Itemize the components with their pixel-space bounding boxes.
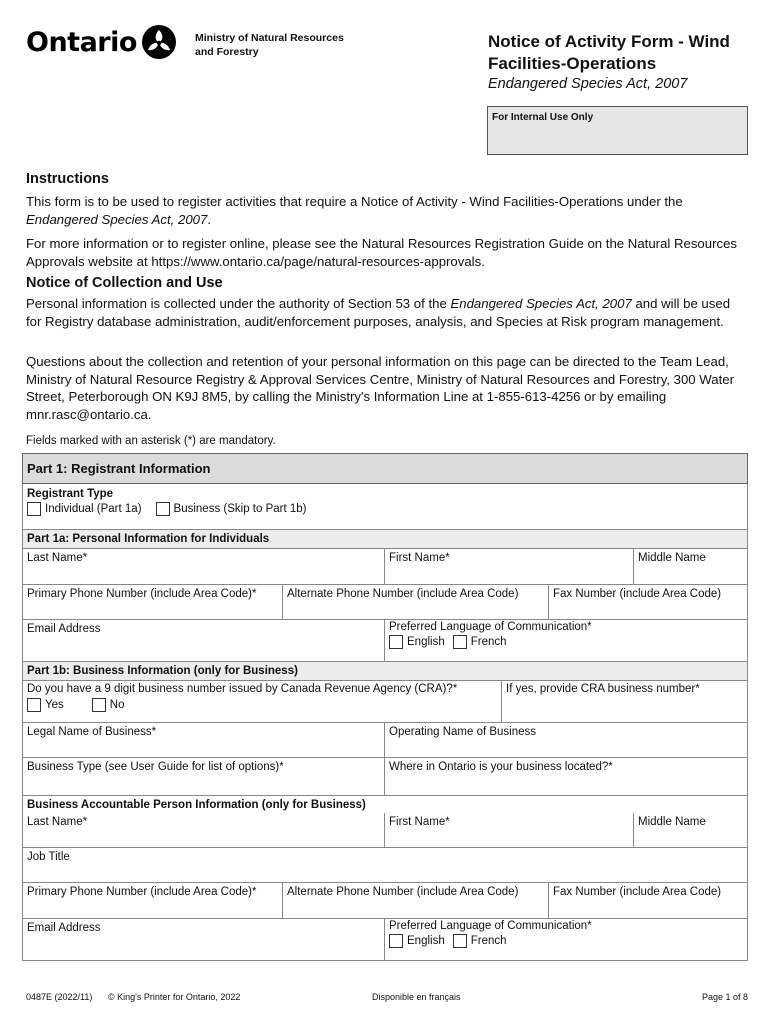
cra-number-field[interactable]: [502, 681, 747, 722]
part1b-header: Part 1b: Business Information (only for Business): [22, 662, 748, 681]
accountable-primary-phone-field[interactable]: [23, 883, 283, 918]
accountable-alternate-phone-field[interactable]: [283, 883, 549, 918]
business-type-row: [23, 758, 747, 796]
alternate-phone-label: Alternate Phone Number (include Area Code): [287, 886, 519, 898]
accountable-phone-row: [23, 883, 747, 919]
business-type-field[interactable]: [23, 758, 385, 795]
phone-row: [23, 585, 747, 620]
last-name-label: Last Name*: [27, 552, 88, 564]
business-location-field[interactable]: [385, 758, 747, 795]
last-name-field[interactable]: [23, 549, 385, 584]
text: Personal information is collected under the authority of Section 53 of the: [26, 296, 451, 311]
business-location-label: Where in Ontario is your business located?*: [389, 761, 613, 773]
page-number: Page 1 of 8: [701, 992, 748, 1002]
french-label: French: [470, 636, 507, 648]
cra-row: [23, 681, 747, 723]
preferred-language-field: [385, 620, 747, 661]
copyright: © King's Printer for Ontario, 2022: [108, 992, 241, 1002]
email-field[interactable]: [23, 620, 385, 661]
instructions-paragraph-2: For more information or to register online, please see the Natural Resources Registration Guide on the Natural Resources Approvals website at https://www.ontario.ca/page/natural-resources-approvals.: [26, 236, 738, 269]
language-options: [389, 635, 743, 649]
part1-header: Part 1: Registrant Information: [22, 454, 748, 484]
yes-checkbox[interactable]: [27, 698, 41, 712]
business-type-label: Business Type (see User Guide for list of options)*: [27, 761, 284, 773]
fax-label: Fax Number (include Area Code): [553, 886, 722, 898]
first-name-field[interactable]: [385, 549, 634, 584]
ministry-name: Ministry of Natural Resources and Forestry: [195, 32, 344, 58]
instructions-paragraph-1: [26, 193, 748, 228]
text: This form is to be used to register activities that require a Notice of Activity - Wind Facilities-Operations under the: [26, 194, 683, 209]
individual-checkbox[interactable]: [27, 502, 41, 516]
yes-label: Yes: [45, 699, 64, 711]
french-checkbox[interactable]: [453, 934, 467, 948]
ontario-logo: [26, 24, 177, 60]
accountable-middle-name-field[interactable]: [634, 813, 747, 847]
accountable-last-name-field[interactable]: [23, 813, 385, 847]
french-availability: Disponible en français: [372, 992, 461, 1002]
business-label: Business (Skip to Part 1b): [173, 503, 307, 515]
no-checkbox[interactable]: [92, 698, 106, 712]
collection-paragraph-1: [26, 295, 748, 330]
page-header: [0, 0, 770, 165]
legal-name-label: Legal Name of Business*: [27, 726, 157, 738]
email-label: Email Address: [27, 922, 101, 934]
collection-heading: Notice of Collection and Use: [26, 275, 223, 291]
operating-name-field[interactable]: [385, 723, 747, 757]
registrant-type-label: Registrant Type: [27, 488, 114, 500]
job-title-field[interactable]: [23, 848, 747, 882]
english-label: English: [407, 935, 445, 947]
french-label: French: [470, 935, 507, 947]
french-option[interactable]: [453, 934, 507, 948]
job-title-label: Job Title: [27, 851, 70, 863]
accountable-person-header: Business Accountable Person Information (only for Business): [27, 799, 366, 811]
act-title: Endangered Species Act, 2007: [488, 76, 688, 92]
last-name-label: Last Name*: [27, 816, 88, 828]
no-option[interactable]: [92, 698, 125, 712]
middle-name-field[interactable]: [634, 549, 747, 584]
english-checkbox[interactable]: [389, 635, 403, 649]
accountable-email-row: [23, 919, 747, 961]
act-name: Endangered Species Act, 2007: [26, 211, 208, 227]
accountable-fax-field[interactable]: [549, 883, 747, 918]
alternate-phone-field[interactable]: [283, 585, 549, 619]
registrant-type-section: [22, 484, 748, 530]
form-title: Notice of Activity Form - Wind Facilities-Operations: [488, 32, 730, 73]
french-checkbox[interactable]: [453, 635, 467, 649]
text: .: [207, 211, 212, 227]
mandatory-note: Fields marked with an asterisk (*) are mandatory.: [26, 435, 276, 447]
english-label: English: [407, 636, 445, 648]
alternate-phone-label: Alternate Phone Number (include Area Code): [287, 588, 519, 600]
collection-paragraph-2: Questions about the collection and retention of your personal information on this page can be directed to the Team Lead, Ministry of Natural Resource Registry & Approval Services Centre, Ministry of Natural Resources and Forestry, 300 Water Street, Peterborough ON K9J 8M5, by calling the Ministry's Information Line at 1-855-613-4256 or by emailing mnr.rasc@ontario.ca.: [26, 354, 734, 422]
cra-number-label: If yes, provide CRA business number*: [506, 683, 700, 695]
instructions-heading: Instructions: [26, 171, 109, 187]
primary-phone-label: Primary Phone Number (include Area Code)*: [27, 886, 257, 898]
accountable-name-row: [23, 813, 747, 848]
primary-phone-field[interactable]: [23, 585, 283, 619]
english-option[interactable]: [389, 635, 445, 649]
internal-use-label: For Internal Use Only: [492, 112, 594, 123]
individual-label: Individual (Part 1a): [45, 503, 142, 515]
cra-options: [27, 698, 497, 712]
preferred-language-label: Preferred Language of Communication*: [389, 621, 592, 633]
email-label: Email Address: [27, 623, 101, 635]
middle-name-label: Middle Name: [638, 552, 706, 564]
language-options: [389, 934, 743, 948]
english-checkbox[interactable]: [389, 934, 403, 948]
accountable-preferred-language-field: [385, 919, 747, 960]
preferred-language-label: Preferred Language of Communication*: [389, 920, 592, 932]
french-option[interactable]: [453, 635, 507, 649]
registrant-form: [22, 453, 748, 961]
internal-use-box: [487, 106, 748, 155]
accountable-first-name-field[interactable]: [385, 813, 634, 847]
email-row: [23, 620, 747, 662]
first-name-label: First Name*: [389, 552, 450, 564]
business-checkbox[interactable]: [156, 502, 170, 516]
yes-option[interactable]: [27, 698, 64, 712]
form-number: 0487E (2022/11): [26, 992, 93, 1002]
name-row: [23, 549, 747, 585]
cra-question-label: Do you have a 9 digit business number issued by Canada Revenue Agency (CRA)?*: [27, 683, 458, 695]
no-label: No: [109, 699, 125, 711]
business-option[interactable]: [156, 502, 307, 516]
fax-field[interactable]: [549, 585, 747, 619]
first-name-label: First Name*: [389, 816, 450, 828]
fax-label: Fax Number (include Area Code): [553, 588, 722, 600]
middle-name-label: Middle Name: [638, 816, 706, 828]
trillium-icon: [141, 24, 177, 60]
operating-name-label: Operating Name of Business: [389, 726, 537, 738]
logo-wordmark: Ontario: [26, 26, 137, 58]
act-name: Endangered Species Act, 2007: [450, 296, 632, 311]
job-title-row: [23, 848, 747, 883]
english-option[interactable]: [389, 934, 445, 948]
individual-option[interactable]: [27, 502, 142, 516]
text: and will be used for Registry database administration, audit/enforcement purposes, analysis, and Species at Risk program management.: [26, 296, 731, 329]
registrant-type-options: [23, 500, 747, 518]
legal-name-field[interactable]: [23, 723, 385, 757]
part1b-fields: [22, 681, 748, 796]
part1a-header: Part 1a: Personal Information for Individuals: [22, 530, 748, 549]
cra-question-field: [23, 681, 502, 722]
business-name-row: [23, 723, 747, 758]
accountable-person-fields: [22, 796, 748, 961]
accountable-email-field[interactable]: [23, 919, 385, 960]
primary-phone-label: Primary Phone Number (include Area Code)*: [27, 588, 257, 600]
part1a-fields: [22, 549, 748, 662]
